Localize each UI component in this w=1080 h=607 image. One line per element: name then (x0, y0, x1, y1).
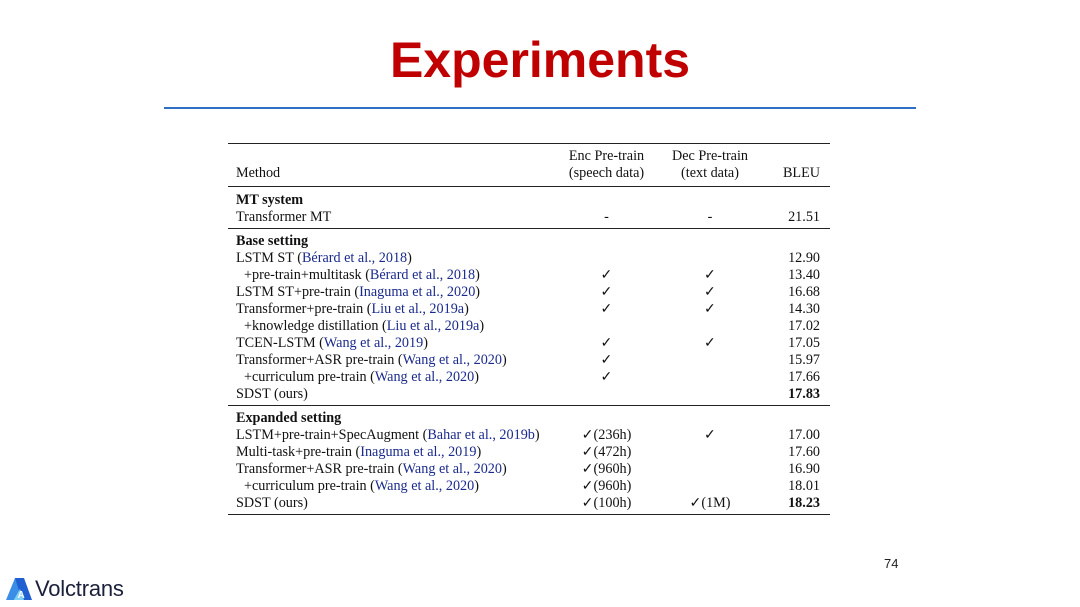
table-row (228, 495, 830, 515)
header-enc-pretrain (549, 144, 664, 187)
citation-close: ) (502, 352, 507, 368)
enc-pretrain-cell: ✓(100h) (581, 495, 632, 511)
header-bleu: BLEU (782, 165, 820, 181)
dec-pretrain-cell (664, 444, 756, 461)
citation-link[interactable]: Wang et al., 2020 (374, 478, 475, 494)
citation-close: ) (479, 318, 485, 334)
bleu-cell: 18.01 (788, 478, 820, 494)
enc-pretrain-cell (549, 318, 664, 335)
bleu-cell: 16.90 (788, 461, 820, 477)
citation-close: ) (474, 369, 479, 385)
citation-close: ) (475, 267, 480, 283)
citation-close: ) (534, 427, 540, 443)
method-name: Transformer+pre-train ( (236, 301, 372, 317)
method-cell (228, 369, 549, 386)
method-name: LSTM ST ( (236, 250, 302, 266)
method-name: Multi-task+pre-train ( (236, 444, 361, 460)
table-row (228, 250, 830, 267)
bleu-cell: 17.00 (788, 427, 820, 443)
citation-close: ) (407, 250, 412, 266)
table-row (228, 386, 830, 406)
group-title-row (228, 406, 830, 428)
citation-link[interactable]: Wang et al., 2020 (402, 352, 502, 368)
dec-pretrain-cell: ✓ (704, 427, 716, 443)
page-number: 74 (884, 556, 899, 571)
enc-pretrain-cell: ✓(960h) (581, 478, 632, 494)
table-group (228, 187, 830, 229)
method-cell (228, 478, 549, 495)
bleu-cell: 12.90 (788, 250, 820, 266)
enc-pretrain-cell: ✓ (600, 284, 613, 300)
citation-link[interactable]: Bérard et al., 2018 (301, 250, 408, 266)
enc-pretrain-cell: ✓ (600, 352, 613, 368)
table-row (228, 461, 830, 478)
dec-pretrain-cell (664, 250, 756, 267)
citation-link[interactable]: Inaguma et al., 2020 (359, 284, 476, 300)
table-row (228, 301, 830, 318)
citation-close: ) (475, 284, 481, 300)
enc-pretrain-cell: ✓ (600, 369, 613, 385)
method-name: +pre-train+multitask ( (244, 267, 370, 283)
group-title: Base setting (236, 233, 309, 249)
table-row (228, 267, 830, 284)
method-name: Transformer MT (236, 209, 332, 225)
method-cell (228, 267, 549, 284)
method-cell (228, 352, 549, 369)
dec-pretrain-cell: ✓(1M) (689, 495, 731, 511)
dec-pretrain-cell: ✓ (704, 284, 716, 300)
method-name: +curriculum pre-train ( (244, 369, 375, 385)
dec-pretrain-cell (664, 318, 756, 335)
header-method: Method (236, 165, 281, 181)
results-table (228, 143, 830, 515)
bleu-cell: 17.05 (788, 335, 820, 351)
method-cell (228, 318, 549, 335)
citation-link[interactable]: Liu et al., 2019a (371, 301, 465, 317)
header-dec-pretrain (664, 144, 756, 187)
enc-pretrain-cell (549, 386, 664, 406)
method-cell (228, 250, 549, 267)
citation-link[interactable]: Bérard et al., 2018 (369, 267, 476, 283)
table-row (228, 369, 830, 386)
table-group (228, 406, 830, 515)
method-cell (228, 461, 549, 478)
method-name: LSTM+pre-train+SpecAugment ( (236, 427, 428, 443)
citation-close: ) (423, 335, 428, 351)
logo-text: Volctrans (35, 576, 124, 601)
method-cell (228, 495, 549, 515)
dec-pretrain-cell: - (707, 209, 713, 225)
bleu-cell: 17.02 (788, 318, 820, 334)
citation-close: ) (476, 444, 482, 460)
table-row (228, 444, 830, 461)
method-name: +knowledge distillation ( (244, 318, 387, 334)
header-dec-line2: (text data) (681, 165, 739, 181)
method-cell (228, 284, 549, 301)
enc-pretrain-cell: ✓ (600, 335, 613, 351)
citation-link[interactable]: Liu et al., 2019a (386, 318, 480, 334)
method-cell (228, 427, 549, 444)
bleu-cell: 17.60 (788, 444, 820, 460)
enc-pretrain-cell: ✓(960h) (581, 461, 632, 477)
bleu-cell: 17.66 (788, 369, 820, 385)
enc-pretrain-cell: ✓(472h) (581, 444, 632, 460)
method-name: SDST (ours) (236, 386, 308, 402)
citation-close: ) (464, 301, 469, 317)
citation-close: ) (502, 461, 507, 477)
citation-link[interactable]: Wang et al., 2020 (402, 461, 502, 477)
method-name: Transformer+ASR pre-train ( (236, 461, 403, 477)
dec-pretrain-cell: ✓ (704, 267, 716, 283)
dec-pretrain-cell (664, 352, 756, 369)
group-title-row (228, 187, 830, 210)
bleu-cell: 16.68 (788, 284, 820, 300)
dec-pretrain-cell (664, 478, 756, 495)
citation-link[interactable]: Wang et al., 2020 (374, 369, 475, 385)
method-name: LSTM ST+pre-train ( (236, 284, 360, 300)
title-divider (164, 107, 916, 109)
method-name: Transformer+ASR pre-train ( (236, 352, 403, 368)
header-enc-line2: (speech data) (568, 165, 645, 181)
table-row (228, 209, 830, 229)
method-cell (228, 209, 549, 229)
dec-pretrain-cell: ✓ (704, 335, 716, 351)
method-cell (228, 386, 549, 406)
method-cell (228, 335, 549, 352)
citation-link[interactable]: Bahar et al., 2019b (427, 427, 535, 443)
table-row (228, 478, 830, 495)
table-row (228, 427, 830, 444)
table-row (228, 318, 830, 335)
header-enc-line1: Enc Pre-train (568, 148, 645, 164)
bleu-cell: 21.51 (788, 209, 820, 225)
bleu-cell: 14.30 (788, 301, 820, 317)
bleu-cell: 13.40 (788, 267, 820, 283)
bleu-cell: 15.97 (788, 352, 820, 368)
dec-pretrain-cell (664, 461, 756, 478)
citation-link[interactable]: Wang et al., 2019 (323, 335, 424, 351)
citation-close: ) (474, 478, 479, 494)
method-cell (228, 444, 549, 461)
enc-pretrain-cell: ✓ (600, 301, 613, 317)
method-name: SDST (ours) (236, 495, 308, 511)
volctrans-logo-icon (4, 576, 34, 602)
enc-pretrain-cell: - (604, 209, 609, 225)
header-dec-line1: Dec Pre-train (671, 148, 749, 164)
bleu-cell: 18.23 (788, 495, 820, 511)
logo (4, 576, 124, 602)
method-name: +curriculum pre-train ( (244, 478, 375, 494)
enc-pretrain-cell: ✓(236h) (581, 427, 632, 443)
table-row (228, 284, 830, 301)
table-header (228, 144, 830, 187)
table-group (228, 229, 830, 406)
dec-pretrain-cell (664, 386, 756, 406)
method-cell (228, 301, 549, 318)
slide-title: Experiments (389, 32, 691, 88)
dec-pretrain-cell (664, 369, 756, 386)
citation-link[interactable]: Inaguma et al., 2019 (360, 444, 477, 460)
svg-text:A: A (17, 590, 25, 601)
table-row (228, 335, 830, 352)
dec-pretrain-cell: ✓ (704, 301, 716, 317)
group-title-row (228, 229, 830, 251)
enc-pretrain-cell: ✓ (600, 267, 613, 283)
group-title: MT system (236, 192, 304, 208)
bleu-cell: 17.83 (788, 386, 820, 402)
method-name: TCEN-LSTM ( (236, 335, 324, 351)
table-row (228, 352, 830, 369)
enc-pretrain-cell (549, 250, 664, 267)
group-title: Expanded setting (236, 410, 342, 426)
